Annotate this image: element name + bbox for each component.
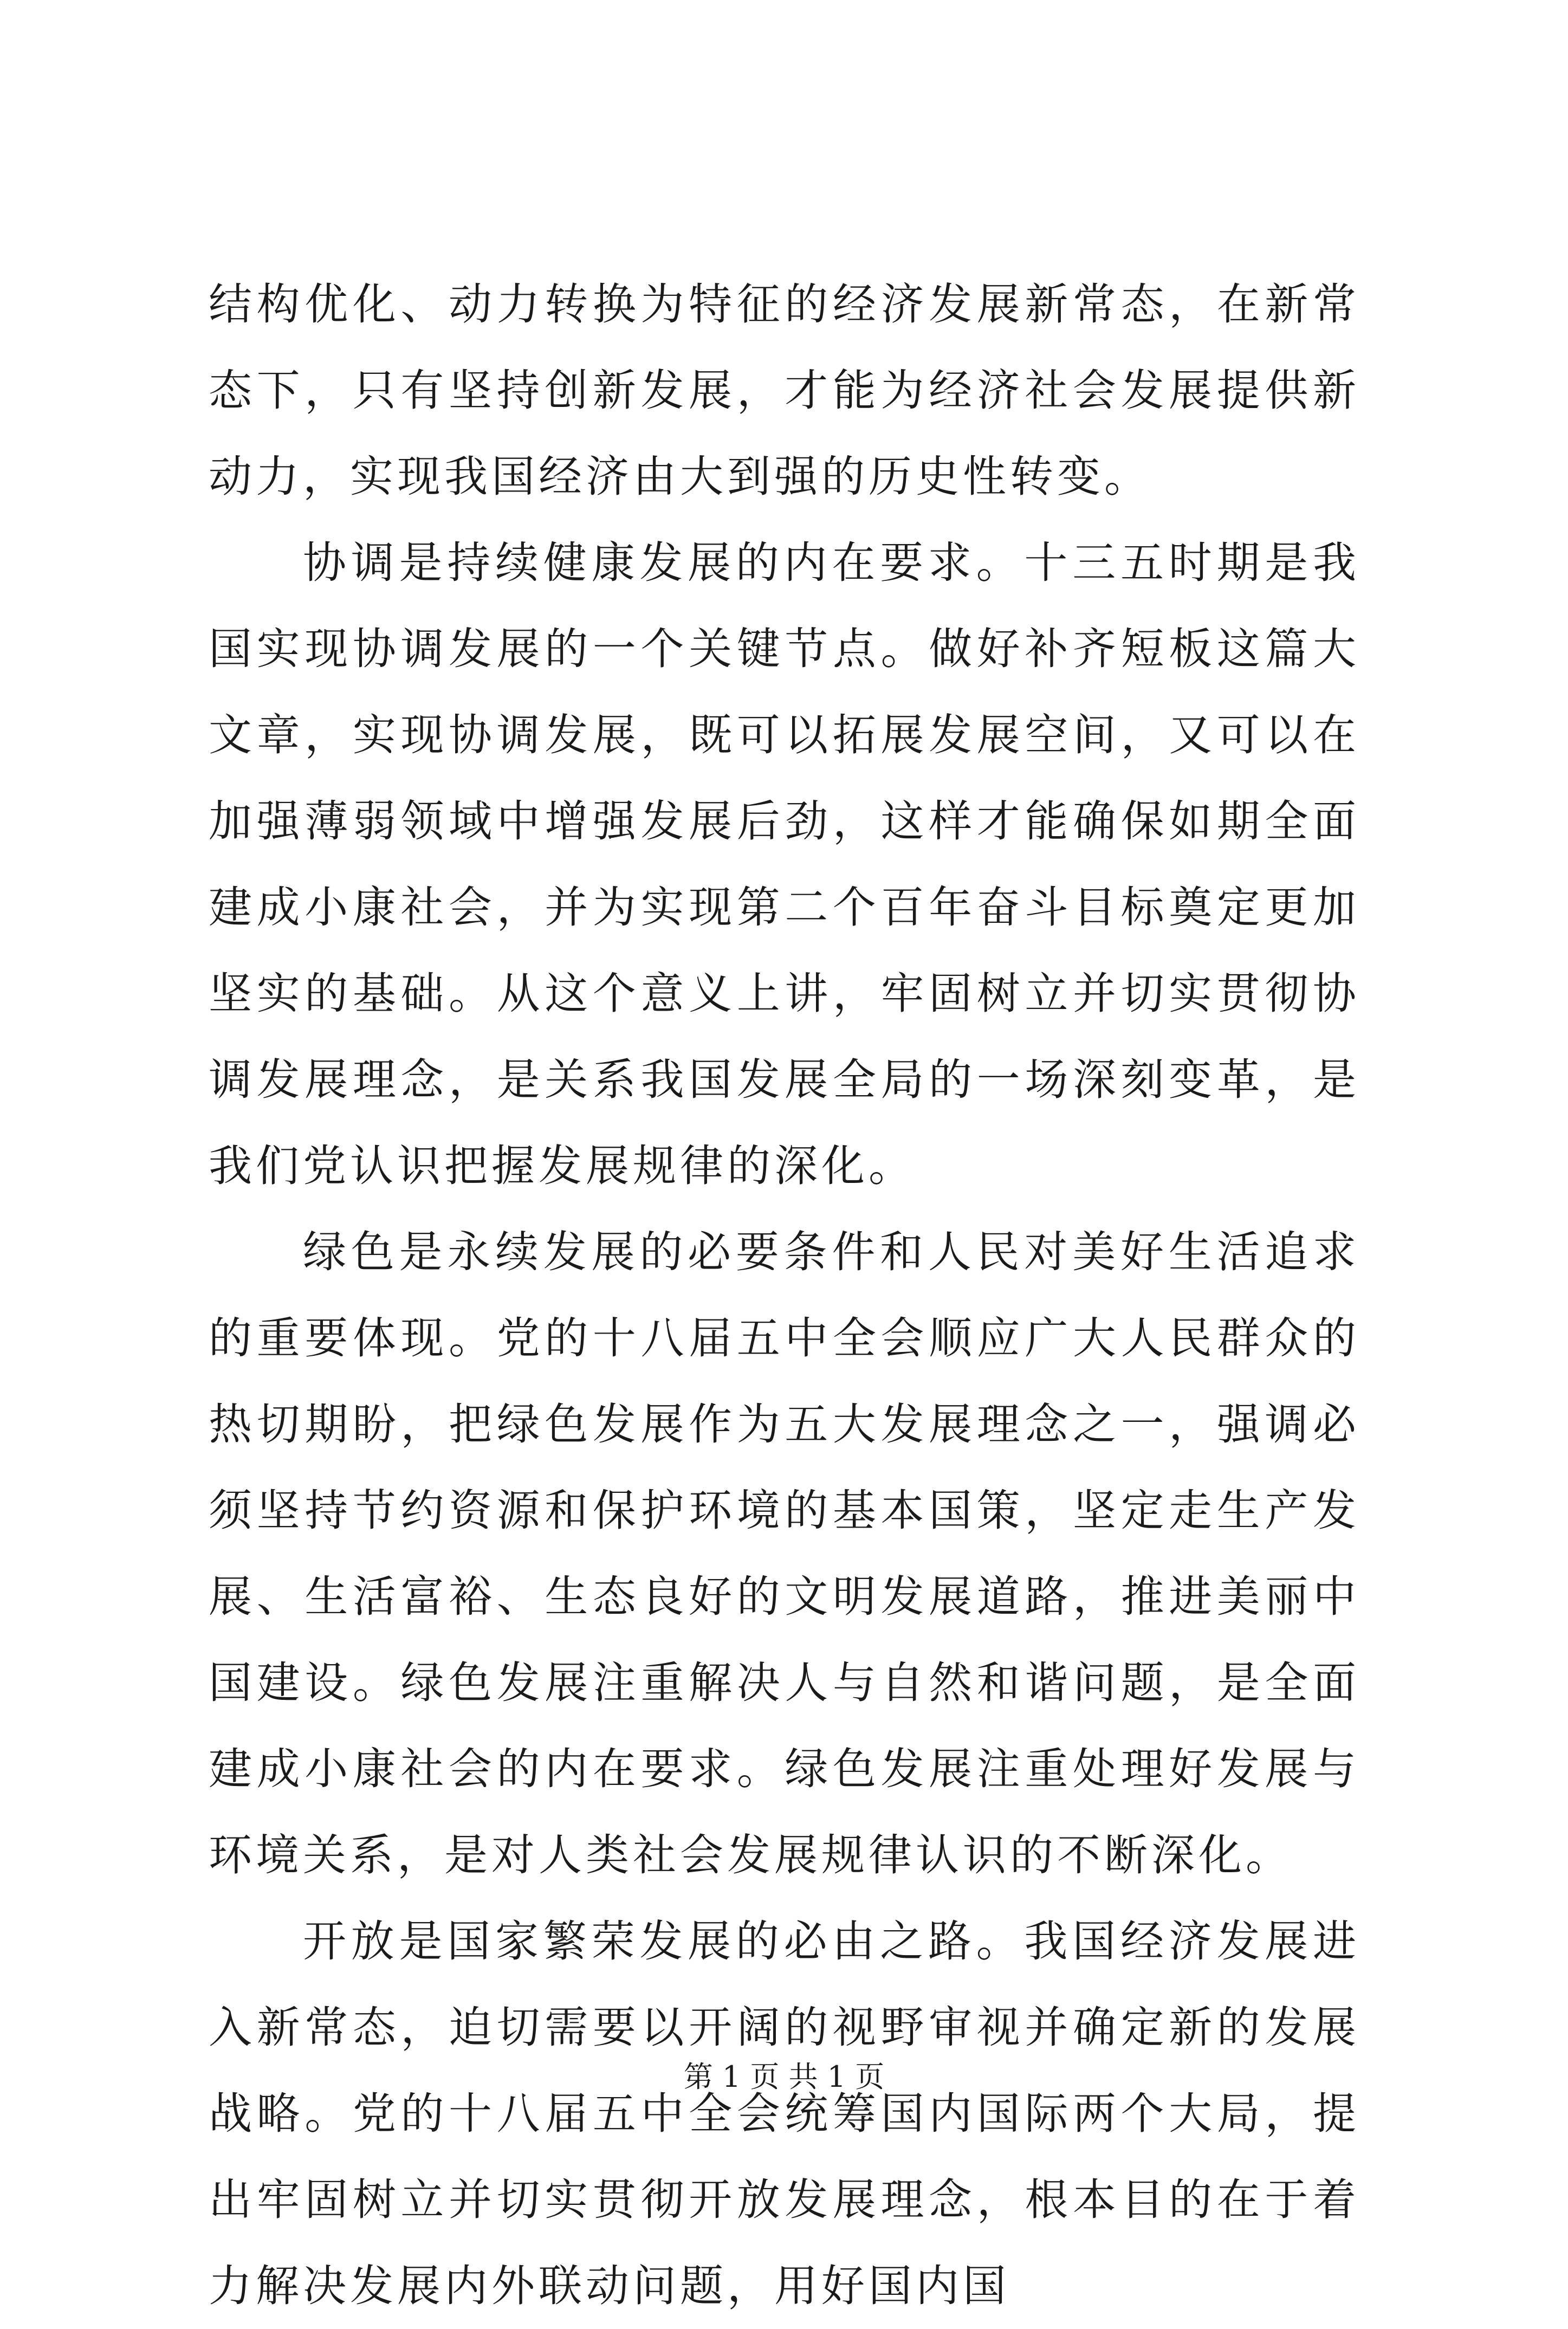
page-number-footer: 第 1 页 共 1 页: [683, 2060, 885, 2094]
paragraph-green: 绿色是永续发展的必要条件和人民对美好生活追求的重要体现。党的十八届五中全会顺应广大人民群众的热切期盼，把绿色发展作为五大发展理念之一，强调必须坚持节约资源和保护环境的基本国策，坚定走生产发展、生活富裕、生态良好的文明发展道路，推进美丽中国建设。绿色发展注重解决人与自然和谐问题，是全面建成小康社会的内在要求。绿色发展注重处理好发展与环境关系，是对人类社会发展规律认识的不断深化。: [209, 1227, 1360, 1880]
paragraph-continuation: 结构优化、动力转换为特征的经济发展新常态，在新常态下，只有坚持创新发展，才能为经济社会发展提供新动力，实现我国经济由大到强的历史性转变。: [209, 279, 1360, 502]
paragraph-openness: 开放是国家繁荣发展的必由之路。我国经济发展进入新常态，迫切需要以开阔的视野审视并确定新的发展战略。党的十八届五中全会统筹国内国际两个大局，提出牢固树立并切实贯彻开放发展理念，根本目的在于着力解决发展内外联动问题，用好国内国: [209, 1916, 1360, 2311]
paragraph-coordination: 协调是持续健康发展的内在要求。十三五时期是我国实现协调发展的一个关键节点。做好补齐短板这篇大文章，实现协调发展，既可以拓展发展空间，又可以在加强薄弱领域中增强发展后劲，这样才能确保如期全面建成小康社会，并为实现第二个百年奋斗目标奠定更加坚实的基础。从这个意义上讲，牢固树立并切实贯彻协调发展理念，是关系我国发展全局的一场深刻变革，是我们党认识把握发展规律的深化。: [209, 538, 1360, 1191]
document-body: [209, 261, 1360, 2329]
